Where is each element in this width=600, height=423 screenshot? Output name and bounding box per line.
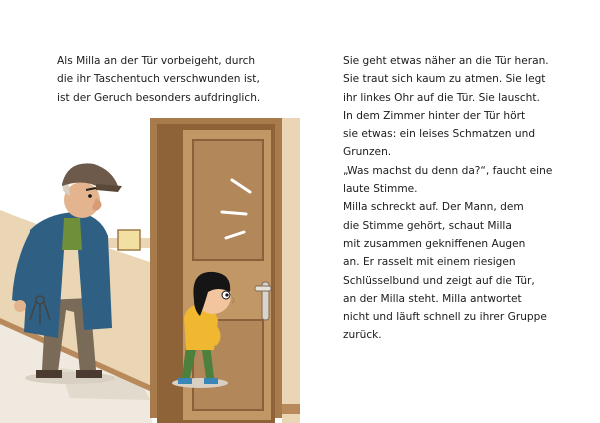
text-line: Sie traut sich kaum zu atmen. Sie legt (343, 73, 546, 86)
man-hand (14, 300, 26, 312)
right-wall-strip (282, 118, 300, 423)
door-handle (255, 286, 271, 291)
text-line: an der Milla steht. Milla antwortet (343, 292, 522, 305)
right-page-text (343, 52, 552, 345)
man-cap-brim (96, 184, 122, 192)
right-baseboard (282, 404, 300, 414)
text-line: Schlüsselbund und zeigt auf die Tür, (343, 274, 535, 287)
text-line: zurück. (343, 329, 382, 342)
text-line: ihr linkes Ohr auf die Tür. Sie lauscht. (343, 91, 540, 104)
text-line: laute Stimme. (343, 183, 418, 196)
text-line: In dem Zimmer hinter der Tür hört (343, 109, 526, 122)
door-upper-panel (193, 140, 263, 260)
text-line: sie etwas: ein leises Schmatzen und (343, 128, 536, 141)
text-line: mit zusammen gekniffenen Augen (343, 237, 526, 250)
man-eye (88, 194, 92, 198)
text-line: Als Milla an der Tür vorbeigeht, durch (57, 55, 256, 67)
text-line: die Stimme gehört, schaut Milla (343, 219, 512, 232)
story-illustration (0, 108, 300, 423)
text-line: die ihr Taschentuch verschwunden ist, (57, 73, 260, 86)
text-line: Milla schreckt auf. Der Mann, dem (343, 201, 524, 214)
light-switch (118, 230, 140, 250)
girl-pupil (225, 293, 228, 296)
left-page-text (57, 52, 260, 107)
text-line: Grunzen. (343, 146, 392, 159)
text-line: nicht und läuft schnell zu ihrer Gruppe (343, 311, 547, 324)
man-sweater (62, 218, 82, 250)
text-line: an. Er rasselt mit einem riesigen (343, 256, 516, 269)
text-line: Sie geht etwas näher an die Tür heran. (343, 55, 549, 67)
text-line: „Was machst du denn da?“, faucht eine (343, 164, 553, 177)
text-line: ist der Geruch besonders aufdringlich. (57, 91, 261, 104)
